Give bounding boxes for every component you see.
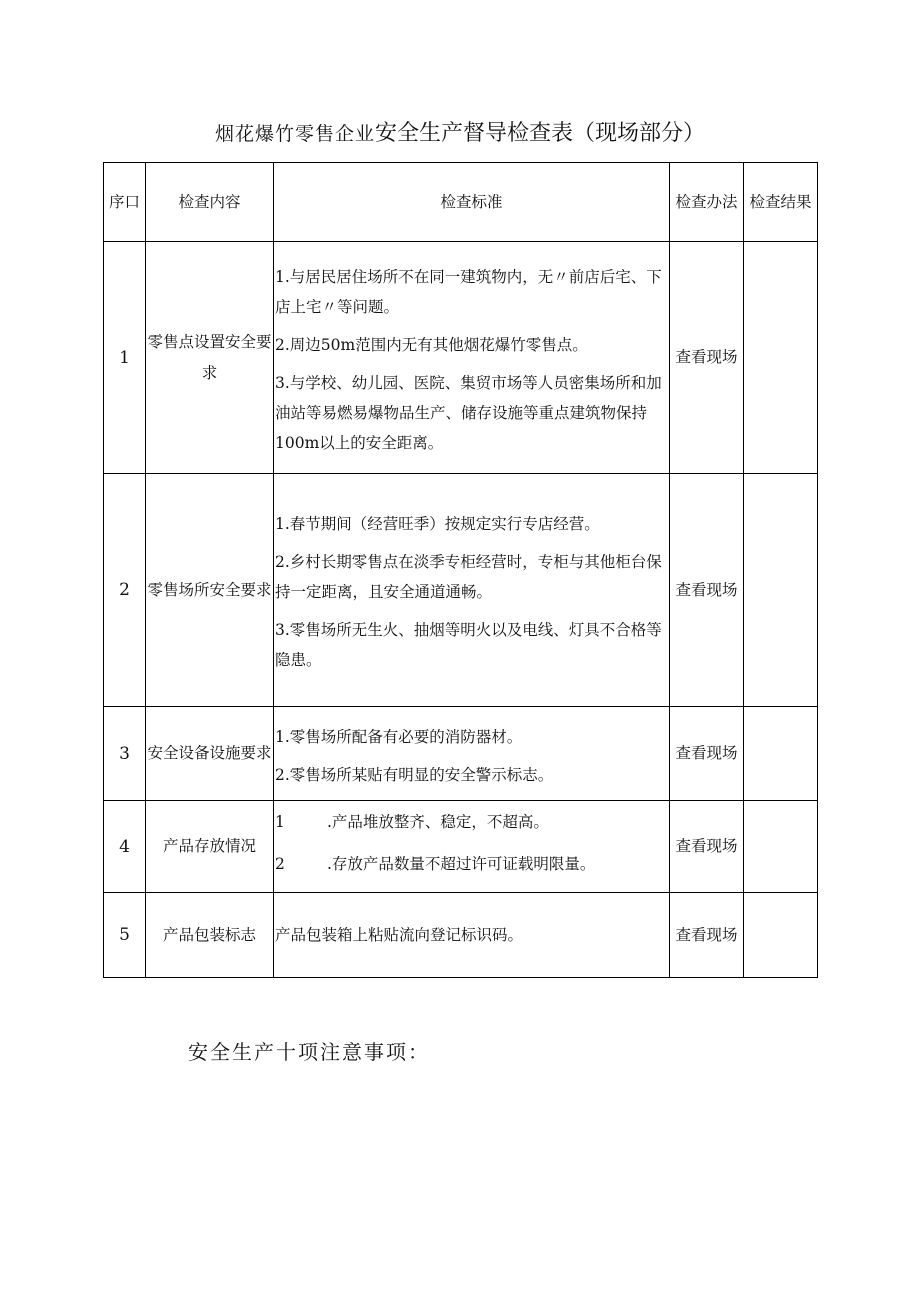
row-content: 产品存放情况 xyxy=(146,801,274,893)
row-result xyxy=(744,474,818,707)
row-standards xyxy=(274,893,670,978)
standard-item: 产品包装箱上粘贴流向登记标识码。 xyxy=(275,926,524,944)
row-method: 查看现场 xyxy=(670,707,744,801)
row-method: 查看现场 xyxy=(670,474,744,707)
standard-item: 3.零售场所无生火、抽烟等明火以及电线、灯具不合格等隐患。 xyxy=(275,621,662,669)
header-content: 检查内容 xyxy=(146,163,274,242)
row-result xyxy=(744,242,818,474)
row-content: 零售场所安全要求 xyxy=(146,474,274,707)
header-method: 检查办法 xyxy=(670,163,744,242)
header-result: 检查结果 xyxy=(744,163,818,242)
standard-item: 3.与学校、幼儿园、医院、集贸市场等人员密集场所和加油站等易燃易爆物品生产、储存设施等重点建筑物保持100m以上的安全距离。 xyxy=(275,373,662,452)
title-main: 安全生产督导检查表（现场部分） xyxy=(375,121,706,146)
row-seq: 1 xyxy=(104,242,146,474)
row-result xyxy=(744,707,818,801)
table-row xyxy=(104,893,818,978)
standard-text: .存放产品数量不超过许可证载明限量。 xyxy=(327,854,596,873)
row-method: 查看现场 xyxy=(670,801,744,893)
row-standards xyxy=(274,801,670,893)
standard-item: 1.与居民居住场所不在同一建筑物内，无〃前店后宅、下店上宅〃等问题。 xyxy=(275,267,662,316)
table-row xyxy=(104,801,818,893)
standard-item: 2.零售场所某贴有明显的安全警示标志。 xyxy=(275,765,554,784)
standard-item: 2.乡村长期零售点在淡季专柜经营时，专柜与其他柜台保持一定距离，且安全通道通畅。 xyxy=(275,553,662,601)
row-result xyxy=(744,801,818,893)
row-content: 零售点设置安全要求 xyxy=(146,242,274,474)
table-row xyxy=(104,707,818,801)
row-content: 安全设备设施要求 xyxy=(146,707,274,801)
document-title xyxy=(0,116,920,147)
standard-item xyxy=(275,807,667,837)
standard-item: 2.周边50m范围内无有其他烟花爆竹零售点。 xyxy=(275,335,588,354)
row-method: 查看现场 xyxy=(670,242,744,474)
table-header-row xyxy=(104,163,818,242)
table-row xyxy=(104,474,818,707)
header-seq: 序口 xyxy=(104,163,146,242)
row-standards xyxy=(274,474,670,707)
standard-item: 1.零售场所配备有必要的消防器材。 xyxy=(275,727,523,746)
row-seq: 3 xyxy=(104,707,146,801)
table-row xyxy=(104,242,818,474)
row-seq: 5 xyxy=(104,893,146,978)
row-method: 查看现场 xyxy=(670,893,744,978)
standard-item xyxy=(275,849,667,879)
standard-item: 1.春节期间（经营旺季）按规定实行专店经营。 xyxy=(275,515,600,533)
row-seq: 4 xyxy=(104,801,146,893)
standard-number: 2 xyxy=(275,854,285,873)
row-result xyxy=(744,893,818,978)
title-prefix: 烟花爆竹零售企业 xyxy=(214,123,375,145)
standard-text: .产品堆放整齐、稳定，不超高。 xyxy=(327,812,549,831)
header-standard: 检查标准 xyxy=(274,163,670,242)
standard-number: 1 xyxy=(275,812,285,831)
row-standards xyxy=(274,242,670,474)
row-content: 产品包装标志 xyxy=(146,893,274,978)
notes-heading: 安全生产十项注意事项： xyxy=(188,1040,430,1064)
row-seq: 2 xyxy=(104,474,146,707)
inspection-table xyxy=(103,162,818,978)
row-standards xyxy=(274,707,670,801)
